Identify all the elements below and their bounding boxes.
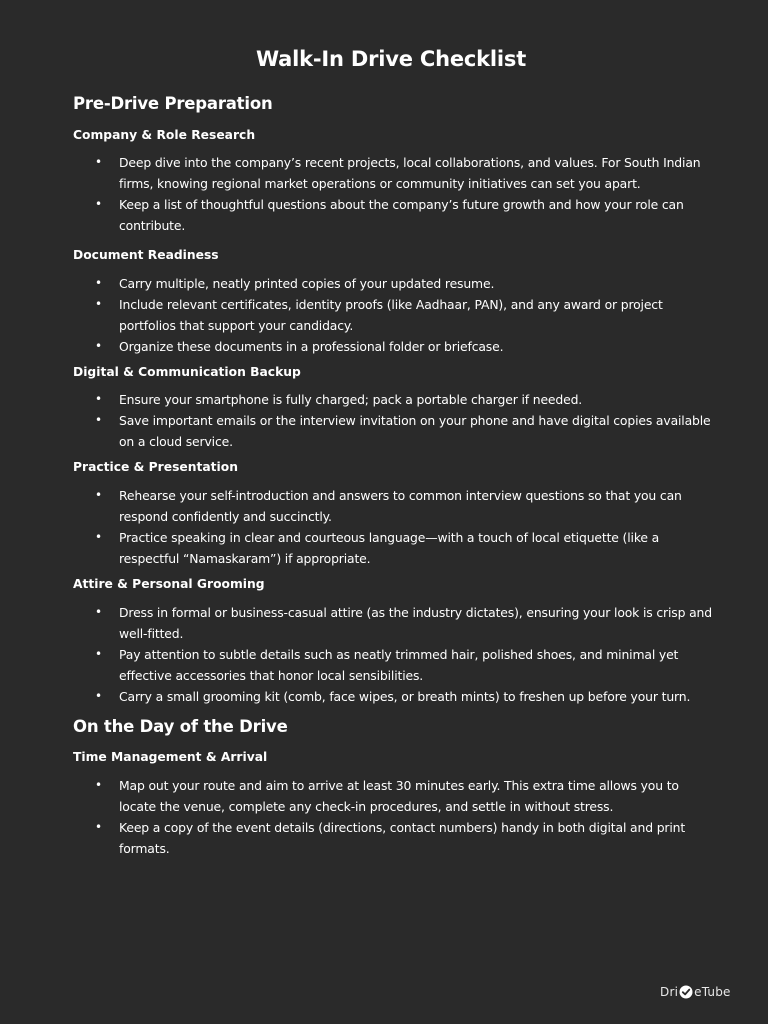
- list-item: • Keep a copy of the event details (directions, contact numbers) handy in both digital and print formats.: [73, 817, 713, 859]
- list-item: • Carry a small grooming kit (comb, face wipes, or breath mints) to freshen up before your turn.: [73, 686, 713, 707]
- list-practice: [73, 485, 713, 569]
- list-item: • Save important emails or the interview invitation on your phone and have digital copies available on a cloud service.: [73, 410, 713, 452]
- drivetube-logo: [660, 985, 731, 999]
- document-content: [73, 94, 713, 859]
- subheading-practice: Practice & Presentation: [73, 460, 238, 474]
- list-attire: [73, 602, 713, 707]
- list-item: • Carry multiple, neatly printed copies of your updated resume.: [73, 273, 713, 294]
- list-digital-backup: [73, 389, 713, 452]
- list-item: • Dress in formal or business-casual attire (as the industry dictates), ensuring your look is crisp and well-fitted.: [73, 602, 713, 644]
- list-document-readiness: [73, 273, 713, 357]
- list-item: • Pay attention to subtle details such as neatly trimmed hair, polished shoes, and minimal yet effective accessories that honor local sensibilities.: [73, 644, 713, 686]
- subheading-time-management: Time Management & Arrival: [73, 750, 268, 764]
- list-item: • Include relevant certificates, identity proofs (like Aadhaar, PAN), and any award or project portfolios that support your candidacy.: [73, 294, 713, 336]
- logo-text-left: Dri: [660, 985, 679, 999]
- section-heading-day-of-drive: On the Day of the Drive: [73, 717, 288, 736]
- list-item: • Map out your route and aim to arrive at least 30 minutes early. This extra time allows you to locate the venue, complete any check-in procedures, and settle in without stress.: [73, 775, 713, 817]
- check-circle-icon: [679, 985, 693, 999]
- logo-text-right: eTube: [694, 985, 731, 999]
- subheading-document-readiness: Document Readiness: [73, 248, 219, 262]
- subheading-company-research: Company & Role Research: [73, 128, 256, 142]
- subheading-digital-backup: Digital & Communication Backup: [73, 365, 301, 379]
- list-company-research: [73, 152, 713, 236]
- list-item: • Ensure your smartphone is fully charged; pack a portable charger if needed.: [73, 389, 713, 410]
- list-item: • Practice speaking in clear and courteous language—with a touch of local etiquette (like a respectful “Namaskaram”) if appropriate.: [73, 527, 713, 569]
- list-item: • Keep a list of thoughtful questions about the company’s future growth and how your role can contribute.: [73, 194, 713, 236]
- list-item: • Deep dive into the company’s recent projects, local collaborations, and values. For South Indian firms, knowing regional market operations or community initiatives can set you apart.: [73, 152, 713, 194]
- list-item: • Organize these documents in a professional folder or briefcase.: [73, 336, 713, 357]
- list-item: • Rehearse your self-introduction and answers to common interview questions so that you can respond confidently and succinctly.: [73, 485, 713, 527]
- section-heading-pre-drive: Pre-Drive Preparation: [73, 94, 273, 113]
- document-title: Walk-In Drive Checklist: [255, 47, 527, 71]
- subheading-attire: Attire & Personal Grooming: [73, 577, 265, 591]
- list-time-management: [73, 775, 713, 859]
